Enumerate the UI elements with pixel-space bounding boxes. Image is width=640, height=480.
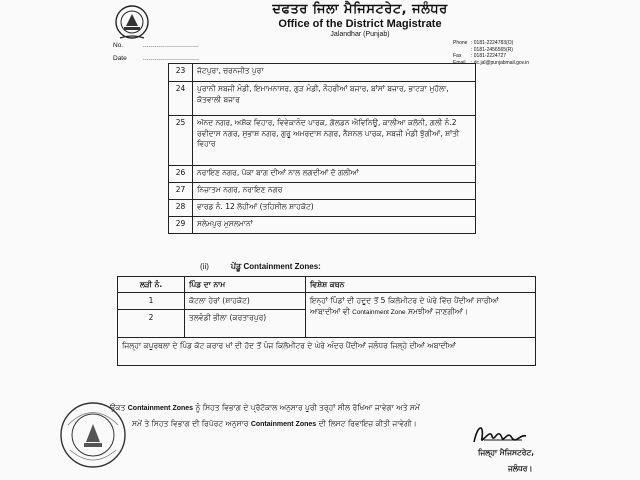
zone-areas: ਨਿਜ਼ਾਤਮ ਨਗਰ, ਨਰਾਇਣ ਨਗਰ bbox=[193, 183, 476, 200]
zone-number: 24 bbox=[169, 82, 193, 116]
column-header: ਪਿੰਡ ਦਾ ਨਾਮ bbox=[185, 277, 306, 293]
village-number: 1 bbox=[118, 293, 185, 310]
zone-areas: ਪੁਰਾਨੀ ਸਬਜੀ ਮੰਡੀ, ਇਮਾਮਨਾਸਰ, ਗੁੜ ਮੰਡੀ, ਨੌਹਰੀਆਂ ਬਜਾਰ, ਬਾਂਸਾਂ ਬਜਾਰ, ਭਾਟੜਾ ਮੁਹੱਲਾ, ਕੋਤਵਾਲੀ ਬਜਾਰ bbox=[193, 82, 476, 116]
ref-no-blank: ............................ bbox=[143, 42, 200, 49]
zone-number: 26 bbox=[169, 166, 193, 183]
remark-punjabi-end: ਸਮਝੀਆਂ ਜਾਣਗੀਆਂ। bbox=[408, 307, 469, 316]
zone-number: 28 bbox=[169, 200, 193, 217]
column-header: ਲੜੀ ਨੰ. bbox=[118, 277, 185, 293]
table-row bbox=[169, 200, 476, 217]
state-emblem-icon bbox=[112, 4, 152, 42]
section-title-english: Containment Zones: bbox=[243, 262, 321, 271]
ref-no-label: No. bbox=[113, 42, 124, 49]
table-row bbox=[169, 116, 476, 166]
zone-areas: ਅੱਨਦ ਨਗਰ, ਅਸ਼ੋਕ ਵਿਹਾਰ, ਵਿਵੇਕਾਨੰਦ ਪਾਰਕ, ਗੋਲਡਨ ਐਵਿਨਿਊ, ਕਾਲੀਆ ਕਲੋਨੀ, ਗਲੀ ਨੰ.2 ਰਵੀਦਾਸ ਨਗਰ, ਸੁਭਾਸ਼ ਨਗਰ, ਗੁਰੂ ਅਮਰਦਾਸ ਨਗਰ, ਨੈਸ਼ਨਲ ਪਾਰਕ, ਸਬਜੀ ਮੰਡੀ ਝੁੱਗੀਆਂ, ਸ਼ਾਂਤੀ ਵਿਹਾਰ bbox=[193, 116, 476, 166]
contact-line: Phone : 0181-2224783(O) bbox=[453, 40, 514, 46]
remark-english: Containment Zone bbox=[352, 309, 406, 316]
footer-line-2: ਸਮੇਂ ਤੇ ਸਿਹਤ ਵਿਭਾਗ ਦੀ ਰਿਪੋਰਟ ਅਨੁਸਾਰ Containment Zones ਦੀ ਲਿਸਟ ਰਿਵਾਇਜ਼ ਕੀਤੀ ਜਾਵੇਗੀ। bbox=[132, 419, 417, 428]
contact-line: : 0181-2456565(R) bbox=[471, 46, 513, 53]
section-number: (ii) bbox=[200, 262, 209, 271]
zone-number: 27 bbox=[169, 183, 193, 200]
rural-section-heading bbox=[200, 262, 321, 272]
zone-areas: ਨਰਾਇਣ ਨਗਰ, ਪੱਕਾ ਬਾਗ ਦੀਆਂ ਨਾਲ ਲਗਦੀਆਂ ਦੋ ਗਲੀਆਂ bbox=[193, 166, 476, 183]
ref-date-line bbox=[113, 55, 199, 62]
table-row bbox=[169, 217, 476, 234]
zone-areas: ਜੱਟਪੁਰਾ, ਚਰਨਜੀਤ ਪੁਰਾ bbox=[193, 64, 476, 82]
zone-number: 25 bbox=[169, 116, 193, 166]
village-name: ਤਲਵੰਡੀ ਭੀਲਾ (ਕਰਤਾਰਪੁਰ) bbox=[185, 310, 306, 338]
table-row bbox=[118, 338, 536, 366]
signature-icon bbox=[470, 420, 530, 448]
ref-no-line bbox=[113, 42, 199, 49]
table-row bbox=[118, 293, 536, 310]
urban-zone-table bbox=[168, 63, 476, 234]
ref-date-blank: ............................ bbox=[143, 55, 200, 62]
office-title-punjabi: ਦਫਤਰ ਜਿਲਾ ਮੈਜਿਸਟਰੇਟ, ਜਲੰਧਰ bbox=[272, 2, 448, 17]
contact-line: Fax : 0181-2224727 bbox=[453, 53, 507, 59]
office-title-english: Office of the District Magistrate bbox=[278, 18, 442, 30]
village-name: ਕੋਟਲਾ ਹੇਰਾਂ (ਸ਼ਾਹਕੋਟ) bbox=[185, 293, 306, 310]
column-header: ਵਿਸ਼ੇਸ਼ ਕਥਨ bbox=[306, 277, 536, 293]
remark-punjabi: ਇਨ੍ਹਾਂ ਪਿੰਡਾਂ ਦੀ ਹਦੂਦ ਤੋਂ 5 ਕਿਲੋਮੀਟਰ ਦੇ ਘੇਰੇ ਵਿੱਚ ਪੈਂਦੀਆਂ ਸਾਰੀਆਂ ਆਬਾਦੀਆਂ ਵੀ bbox=[310, 296, 499, 316]
table-row bbox=[169, 183, 476, 200]
ref-date-label: Date bbox=[113, 55, 127, 62]
footer-line-1: ਉਕਤ Containment Zones ਨੂੰ ਸਿਹਤ ਵਿਭਾਗ ਦੇ ਪ੍ਰੋਟੋਕਾਲ ਅਨੁਸਾਰ ਪੂਰੀ ਤਰ੍ਹਾਂ ਸੀਲ ਰੱਖਿਆ ਜਾਵੇਗਾ ਅਤੇ ਸਮੇਂ bbox=[110, 403, 420, 412]
contact-line: Email : dc.jal@punjabmail.gov.in bbox=[453, 59, 530, 66]
office-stamp-icon bbox=[58, 400, 128, 470]
table-header-row bbox=[118, 277, 536, 293]
table-row bbox=[169, 166, 476, 183]
zone-number: 23 bbox=[169, 64, 193, 82]
remarks-cell bbox=[306, 293, 536, 338]
table-row bbox=[169, 82, 476, 116]
signatory-title: ਜਿਲ੍ਹਾ ਮੈਜਿਸਟਰੇਟ, bbox=[478, 448, 535, 457]
table-row bbox=[169, 64, 476, 82]
zone-areas: ਸਲੇਮਪੁਰ ਮੁਸਲਮਾਨਾਂ bbox=[193, 217, 476, 234]
village-number: 2 bbox=[118, 310, 185, 338]
office-place: Jalandhar (Punjab) bbox=[330, 31, 390, 38]
rural-zone-table bbox=[117, 276, 536, 366]
zone-areas: ਵਾਰਡ ਨੰ. 12 ਲੋਹੀਆਂ (ਤਹਿਸੀਲ ਸ਼ਾਹਕੋਟ) bbox=[193, 200, 476, 217]
kapurthala-note: ਜਿਲ੍ਹਾ ਕਪੂਰਥਲਾ ਦੇ ਪਿੰਡ ਕੋਟ ਕਰਾਰ ਖਾਂ ਦੀ ਹੱਦ ਤੋਂ ਪੰਜ ਕਿਲੋਮੀਟਰ ਦੇ ਘੇਰੇ ਅੰਦਰ ਪੈਂਦੀਆਂ ਜਲੰਧਰ ਜਿਲ੍ਹੇ ਦੀਆਂ ਅਬਾਦੀਆਂ bbox=[118, 338, 536, 366]
zone-number: 29 bbox=[169, 217, 193, 234]
section-title-punjabi: ਪੇਂਡੂ bbox=[230, 262, 242, 271]
signatory-place: ਜਲੰਧਰ। bbox=[508, 464, 533, 473]
